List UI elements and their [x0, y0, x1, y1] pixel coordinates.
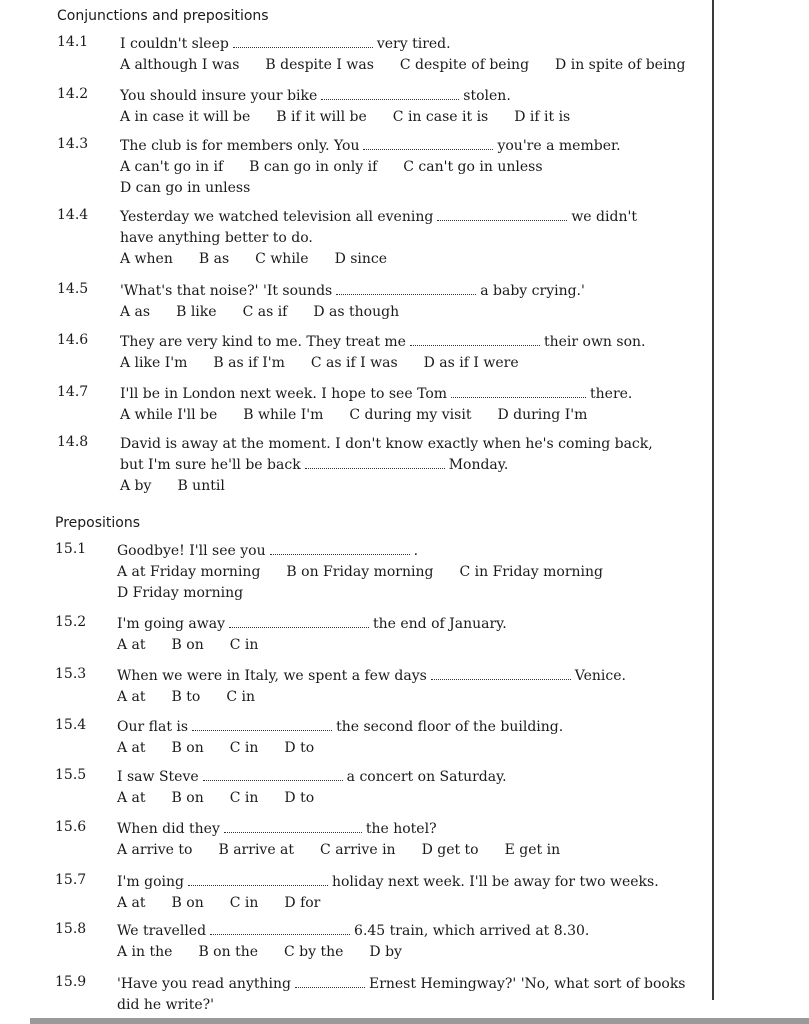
question-text: stolen. — [463, 88, 511, 104]
question-number: 14.5 — [57, 281, 89, 297]
option-b[interactable]: B on — [171, 895, 204, 911]
option-b[interactable]: B until — [177, 478, 225, 494]
option-b[interactable]: B like — [176, 304, 217, 320]
option-c[interactable]: C while — [255, 251, 309, 267]
question-text: When we were in Italy, we spent a few days — [117, 668, 427, 684]
option-d[interactable]: D get to — [421, 842, 479, 858]
option-b[interactable]: B on — [171, 740, 204, 756]
option-e[interactable]: E get in — [504, 842, 561, 858]
answer-blank[interactable] — [437, 209, 567, 221]
question-number: 15.8 — [55, 921, 87, 937]
question-text: They are very kind to me. They treat me — [120, 334, 406, 350]
option-b[interactable]: B on Friday morning — [286, 564, 434, 580]
option-a[interactable]: A at — [117, 637, 146, 653]
answer-blank[interactable] — [451, 386, 586, 398]
option-a[interactable]: A when — [120, 251, 173, 267]
question-text: 6.45 train, which arrived at 8.30. — [354, 923, 590, 939]
question-text: a baby crying.' — [480, 283, 585, 299]
question-text: the hotel? — [365, 821, 437, 837]
question-text: did he write?' — [117, 997, 215, 1013]
option-a[interactable]: A can't go in if — [120, 159, 224, 175]
option-a[interactable]: A by — [120, 478, 152, 494]
question-number: 15.1 — [55, 541, 87, 557]
answer-blank[interactable] — [363, 138, 493, 150]
option-d[interactable]: D as though — [313, 304, 400, 320]
question-number: 14.7 — [57, 384, 89, 400]
option-d[interactable]: D as if I were — [423, 355, 519, 371]
question-text: the end of January. — [373, 616, 507, 632]
question-text: I'm going away — [117, 616, 225, 632]
question-number: 15.2 — [55, 614, 87, 630]
question-text: Goodbye! I'll see you — [117, 543, 266, 559]
answer-blank[interactable] — [188, 874, 328, 886]
option-a[interactable]: A while I'll be — [120, 407, 218, 423]
question-number: 14.1 — [57, 34, 89, 50]
answer-blank[interactable] — [321, 88, 459, 100]
question-text: very tired. — [376, 36, 451, 52]
option-b[interactable]: B on — [171, 637, 204, 653]
answer-blank[interactable] — [305, 457, 445, 469]
option-c[interactable]: C despite of being — [399, 57, 530, 73]
option-b[interactable]: B despite I was — [265, 57, 374, 73]
question-text: their own son. — [543, 334, 646, 350]
option-b[interactable]: B if it will be — [276, 109, 367, 125]
option-c[interactable]: C arrive in — [320, 842, 396, 858]
question-number: 14.2 — [57, 86, 89, 102]
option-d[interactable]: D during I'm — [497, 407, 588, 423]
option-d[interactable]: D Friday morning — [117, 585, 244, 601]
option-b[interactable]: B on the — [198, 944, 258, 960]
question-text: holiday next week. I'll be away for two weeks. — [331, 874, 659, 890]
question-number: 15.5 — [55, 767, 87, 783]
option-d[interactable]: D for — [284, 895, 321, 911]
option-d[interactable]: D if it is — [514, 109, 571, 125]
question-text: You should insure your bike — [120, 88, 318, 104]
horizontal-scrollbar[interactable] — [30, 1018, 809, 1024]
option-a[interactable]: A at Friday morning — [117, 564, 261, 580]
option-a[interactable]: A in the — [117, 944, 173, 960]
question-text: 'Have you read anything — [117, 976, 291, 992]
answer-blank[interactable] — [203, 769, 343, 781]
question-text: Our flat is — [117, 719, 189, 735]
option-a[interactable]: A at — [117, 895, 146, 911]
option-d[interactable]: D since — [334, 251, 388, 267]
question-number: 15.4 — [55, 717, 87, 733]
question-number: 14.4 — [57, 207, 89, 223]
question-number: 14.6 — [57, 332, 89, 348]
answer-blank[interactable] — [270, 543, 410, 555]
answer-blank[interactable] — [210, 923, 350, 935]
question-number: 15.7 — [55, 872, 87, 888]
question-number: 15.6 — [55, 819, 87, 835]
question-number: 14.3 — [57, 136, 89, 152]
question-text: I'm going — [117, 874, 184, 890]
question-text: the second floor of the building. — [336, 719, 564, 735]
question-number: 15.9 — [55, 974, 87, 990]
option-c[interactable]: C in case it is — [392, 109, 489, 125]
option-c[interactable]: C by the — [284, 944, 344, 960]
option-d[interactable]: D to — [284, 740, 315, 756]
option-b[interactable]: B while I'm — [243, 407, 324, 423]
option-a[interactable]: A at — [117, 790, 146, 806]
question-text: a concert on Saturday. — [346, 769, 507, 785]
option-d[interactable]: D to — [284, 790, 315, 806]
question-text: I'll be in London next week. I hope to see Tom — [120, 386, 448, 402]
question-text: We travelled — [117, 923, 207, 939]
option-c[interactable]: C as if I was — [310, 355, 398, 371]
option-b[interactable]: B as — [198, 251, 230, 267]
question-text: Ernest Hemingway?' 'No, what sort of books — [368, 976, 686, 992]
question-text: Venice. — [574, 668, 626, 684]
answer-blank[interactable] — [431, 668, 571, 680]
question-text: Monday. — [448, 457, 509, 473]
question-text: you're a member. — [497, 138, 621, 154]
option-b[interactable]: B arrive at — [218, 842, 295, 858]
option-a[interactable]: A like I'm — [120, 355, 188, 371]
question-number: 15.3 — [55, 666, 87, 682]
option-a[interactable]: A arrive to — [117, 842, 193, 858]
page-edge-rule — [712, 0, 714, 1000]
option-a[interactable]: A in case it will be — [120, 109, 251, 125]
question-text: I saw Steve — [117, 769, 199, 785]
answer-blank[interactable] — [336, 283, 476, 295]
option-c[interactable]: C in — [229, 740, 259, 756]
question-text: The club is for members only. You — [120, 138, 360, 154]
option-c[interactable]: C in — [229, 637, 259, 653]
option-a[interactable]: A at — [117, 740, 146, 756]
answer-blank[interactable] — [192, 719, 332, 731]
option-c[interactable]: C in — [229, 895, 259, 911]
option-b[interactable]: B can go in only if — [249, 159, 378, 175]
option-b[interactable]: B to — [171, 689, 201, 705]
question-text: . — [413, 543, 419, 559]
option-a[interactable]: A as — [120, 304, 151, 320]
answer-blank[interactable] — [224, 821, 362, 833]
option-d[interactable]: D in spite of being — [555, 57, 686, 73]
option-c[interactable]: C in — [226, 689, 255, 705]
option-a[interactable]: A although I was — [120, 57, 240, 73]
question-text: Yesterday we watched television all evening — [120, 209, 434, 225]
question-text: have anything better to do. — [120, 230, 313, 246]
answer-blank[interactable] — [233, 36, 373, 48]
option-d[interactable]: D by — [369, 944, 402, 960]
option-d[interactable]: D can go in unless — [120, 180, 251, 196]
section-title-prepositions: Prepositions — [55, 515, 141, 531]
question-text: there. — [590, 386, 633, 402]
option-b[interactable]: B as if I'm — [213, 355, 285, 371]
question-text: but I'm sure he'll be back — [120, 457, 301, 473]
option-a[interactable]: A at — [117, 689, 146, 705]
option-c[interactable]: C in — [229, 790, 259, 806]
question-text: I couldn't sleep — [120, 36, 229, 52]
answer-blank[interactable] — [229, 616, 369, 628]
question-text: David is away at the moment. I don't know exactly when he's coming back, — [120, 436, 653, 452]
question-number: 14.8 — [57, 434, 89, 450]
option-c[interactable]: C can't go in unless — [403, 159, 543, 175]
question-text: we didn't — [571, 209, 637, 225]
section-title-conjunctions: Conjunctions and prepositions — [57, 8, 269, 24]
question-text: 'What's that noise?' 'It sounds — [120, 283, 333, 299]
option-c[interactable]: C in Friday morning — [459, 564, 603, 580]
question-text: When did they — [117, 821, 220, 837]
answer-blank[interactable] — [295, 976, 365, 988]
answer-blank[interactable] — [410, 334, 540, 346]
option-c[interactable]: C as if — [242, 304, 288, 320]
option-b[interactable]: B on — [171, 790, 204, 806]
option-c[interactable]: C during my visit — [349, 407, 472, 423]
